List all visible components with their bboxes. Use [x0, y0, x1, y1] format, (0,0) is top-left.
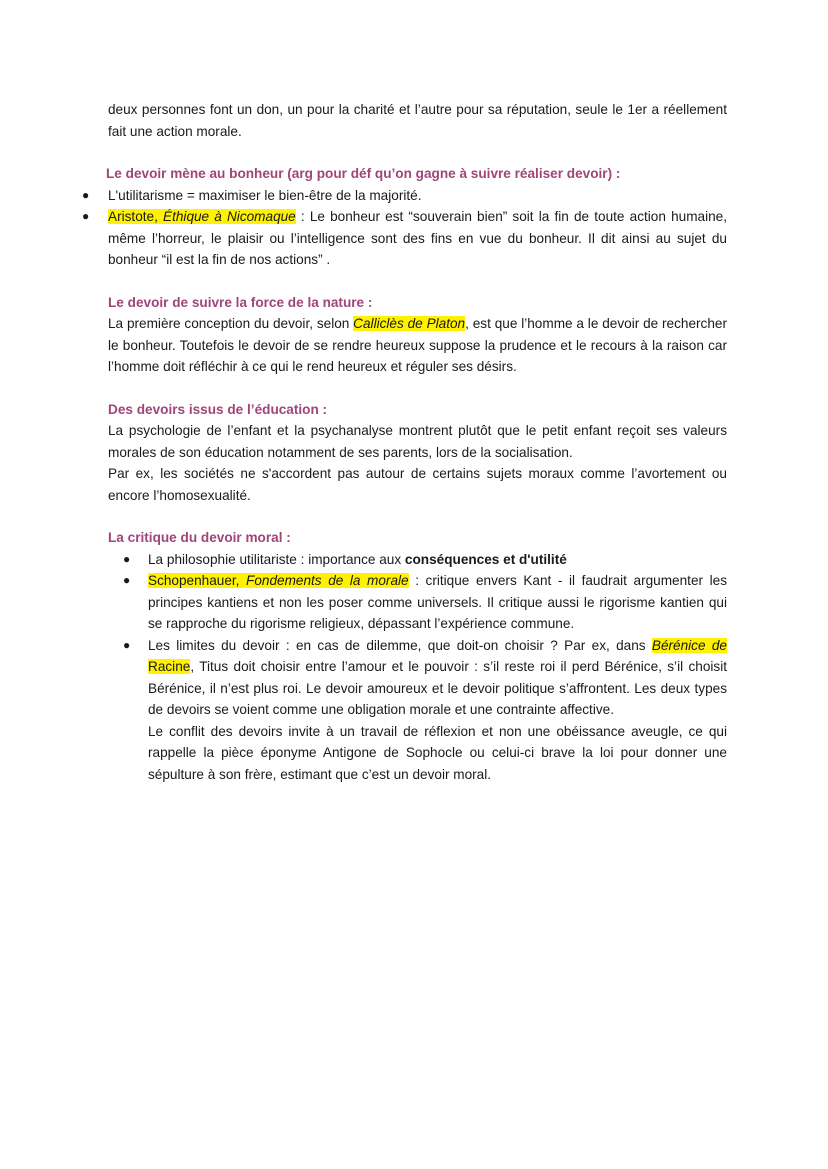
list-item: ● Aristote, Éthique à Nicomaque : Le bonheur est “souverain bien” soit la fin de toute action humaine, même l’horreur, le plaisir ou l’intelligence sont des fins en vue du bonheur. Il dit ainsi au sujet du bonheur “il est la fin de nos actions” .: [108, 206, 727, 271]
list-item: ● Schopenhauer, Fondements de la morale : critique envers Kant - il faudrait argumenter les principes kantiens et non les poser comme universels. Il critique aussi le rigorisme kantien qui se rapproche du rigorisme religieux, dépassant l’expérience commune.: [148, 570, 727, 635]
highlighted-reference: Racine: [148, 659, 191, 674]
highlighted-reference: Bérénice de: [651, 637, 727, 653]
section-education: [108, 399, 727, 507]
section-nature: [108, 292, 727, 378]
bullet-icon: ●: [123, 573, 131, 587]
section-heading: Le devoir mène au bonheur (arg pour déf qu’on gagne à suivre réaliser devoir) :: [106, 166, 621, 181]
intro-paragraph: deux personnes font un don, un pour la charité et l’autre pour sa réputation, seule le 1er a réellement fait une action morale.: [108, 102, 727, 139]
highlighted-reference: Schopenhauer, Fondements de la morale: [148, 573, 409, 588]
section-critique: [108, 527, 727, 785]
bullet-list: [82, 185, 727, 271]
bullet-icon: ●: [123, 637, 131, 652]
list-item: ● L'utilitarisme = maximiser le bien-être de la majorité.: [108, 185, 727, 207]
highlighted-reference: Aristote, Éthique à Nicomaque: [108, 209, 296, 224]
section-bonheur: [82, 163, 727, 271]
bullet-icon: ●: [82, 187, 90, 202]
paragraph: Le conflit des devoirs invite à un travail de réflexion et non une obéissance aveugle, ce qui rappelle la pièce éponyme Antigone de Sophocle ou celui-ci brave la loi pour donner une sépulture à son frère, estimant que c’est un devoir moral.: [148, 723, 727, 782]
bullet-icon: ●: [82, 209, 90, 223]
highlighted-reference: Calliclès de Platon: [353, 316, 466, 331]
list-item: ● La philosophie utilitariste : importance aux conséquences et d'utilité: [148, 549, 727, 571]
section-heading: La critique du devoir moral :: [108, 530, 291, 545]
bullet-icon: ●: [123, 551, 131, 566]
section-heading: Le devoir de suivre la force de la nature :: [108, 294, 373, 310]
list-item: ● Les limites du devoir : en cas de dilemme, que doit-on choisir ? Par ex, dans Bérénice de Racine, Titus doit choisir entre l’amour et le pouvoir : s’il reste roi il perd Bérénice, s’il choisit Bérénice, il n’est plus roi. Le devoir amoureux et le devoir politique s’affrontent. Les deux types de devoirs se voient comme une obligation morale et une contrainte affective. Le conflit des devoirs invite à un travail de réflexion et non une obéissance aveugle, ce qui rappelle la pièce éponyme Antigone de Sophocle ou celui-ci brave la loi pour donner une sépulture à son frère, estimant que c’est un devoir moral.: [148, 635, 727, 786]
paragraph: La première conception du devoir, selon Calliclès de Platon, est que l’homme a le devoir de rechercher le bonheur. Toutefois le devoir de se rendre heureux suppose la prudence et le recours à la raison car l’homme doit réfléchir à ce qui le rend heureux et réguler ses désirs.: [108, 316, 727, 374]
section-heading: Des devoirs issus de l’éducation :: [108, 401, 328, 417]
paragraph: La psychologie de l’enfant et la psychanalyse montrent plutôt que le petit enfant reçoit ses valeurs morales de son éducation notamment de ses parents, lors de la socialisation.: [108, 423, 727, 460]
paragraph: Par ex, les sociétés ne s'accordent pas autour de certains sujets moraux comme l’avortement ou encore l’homosexualité.: [108, 466, 727, 503]
bullet-list: [108, 549, 727, 786]
